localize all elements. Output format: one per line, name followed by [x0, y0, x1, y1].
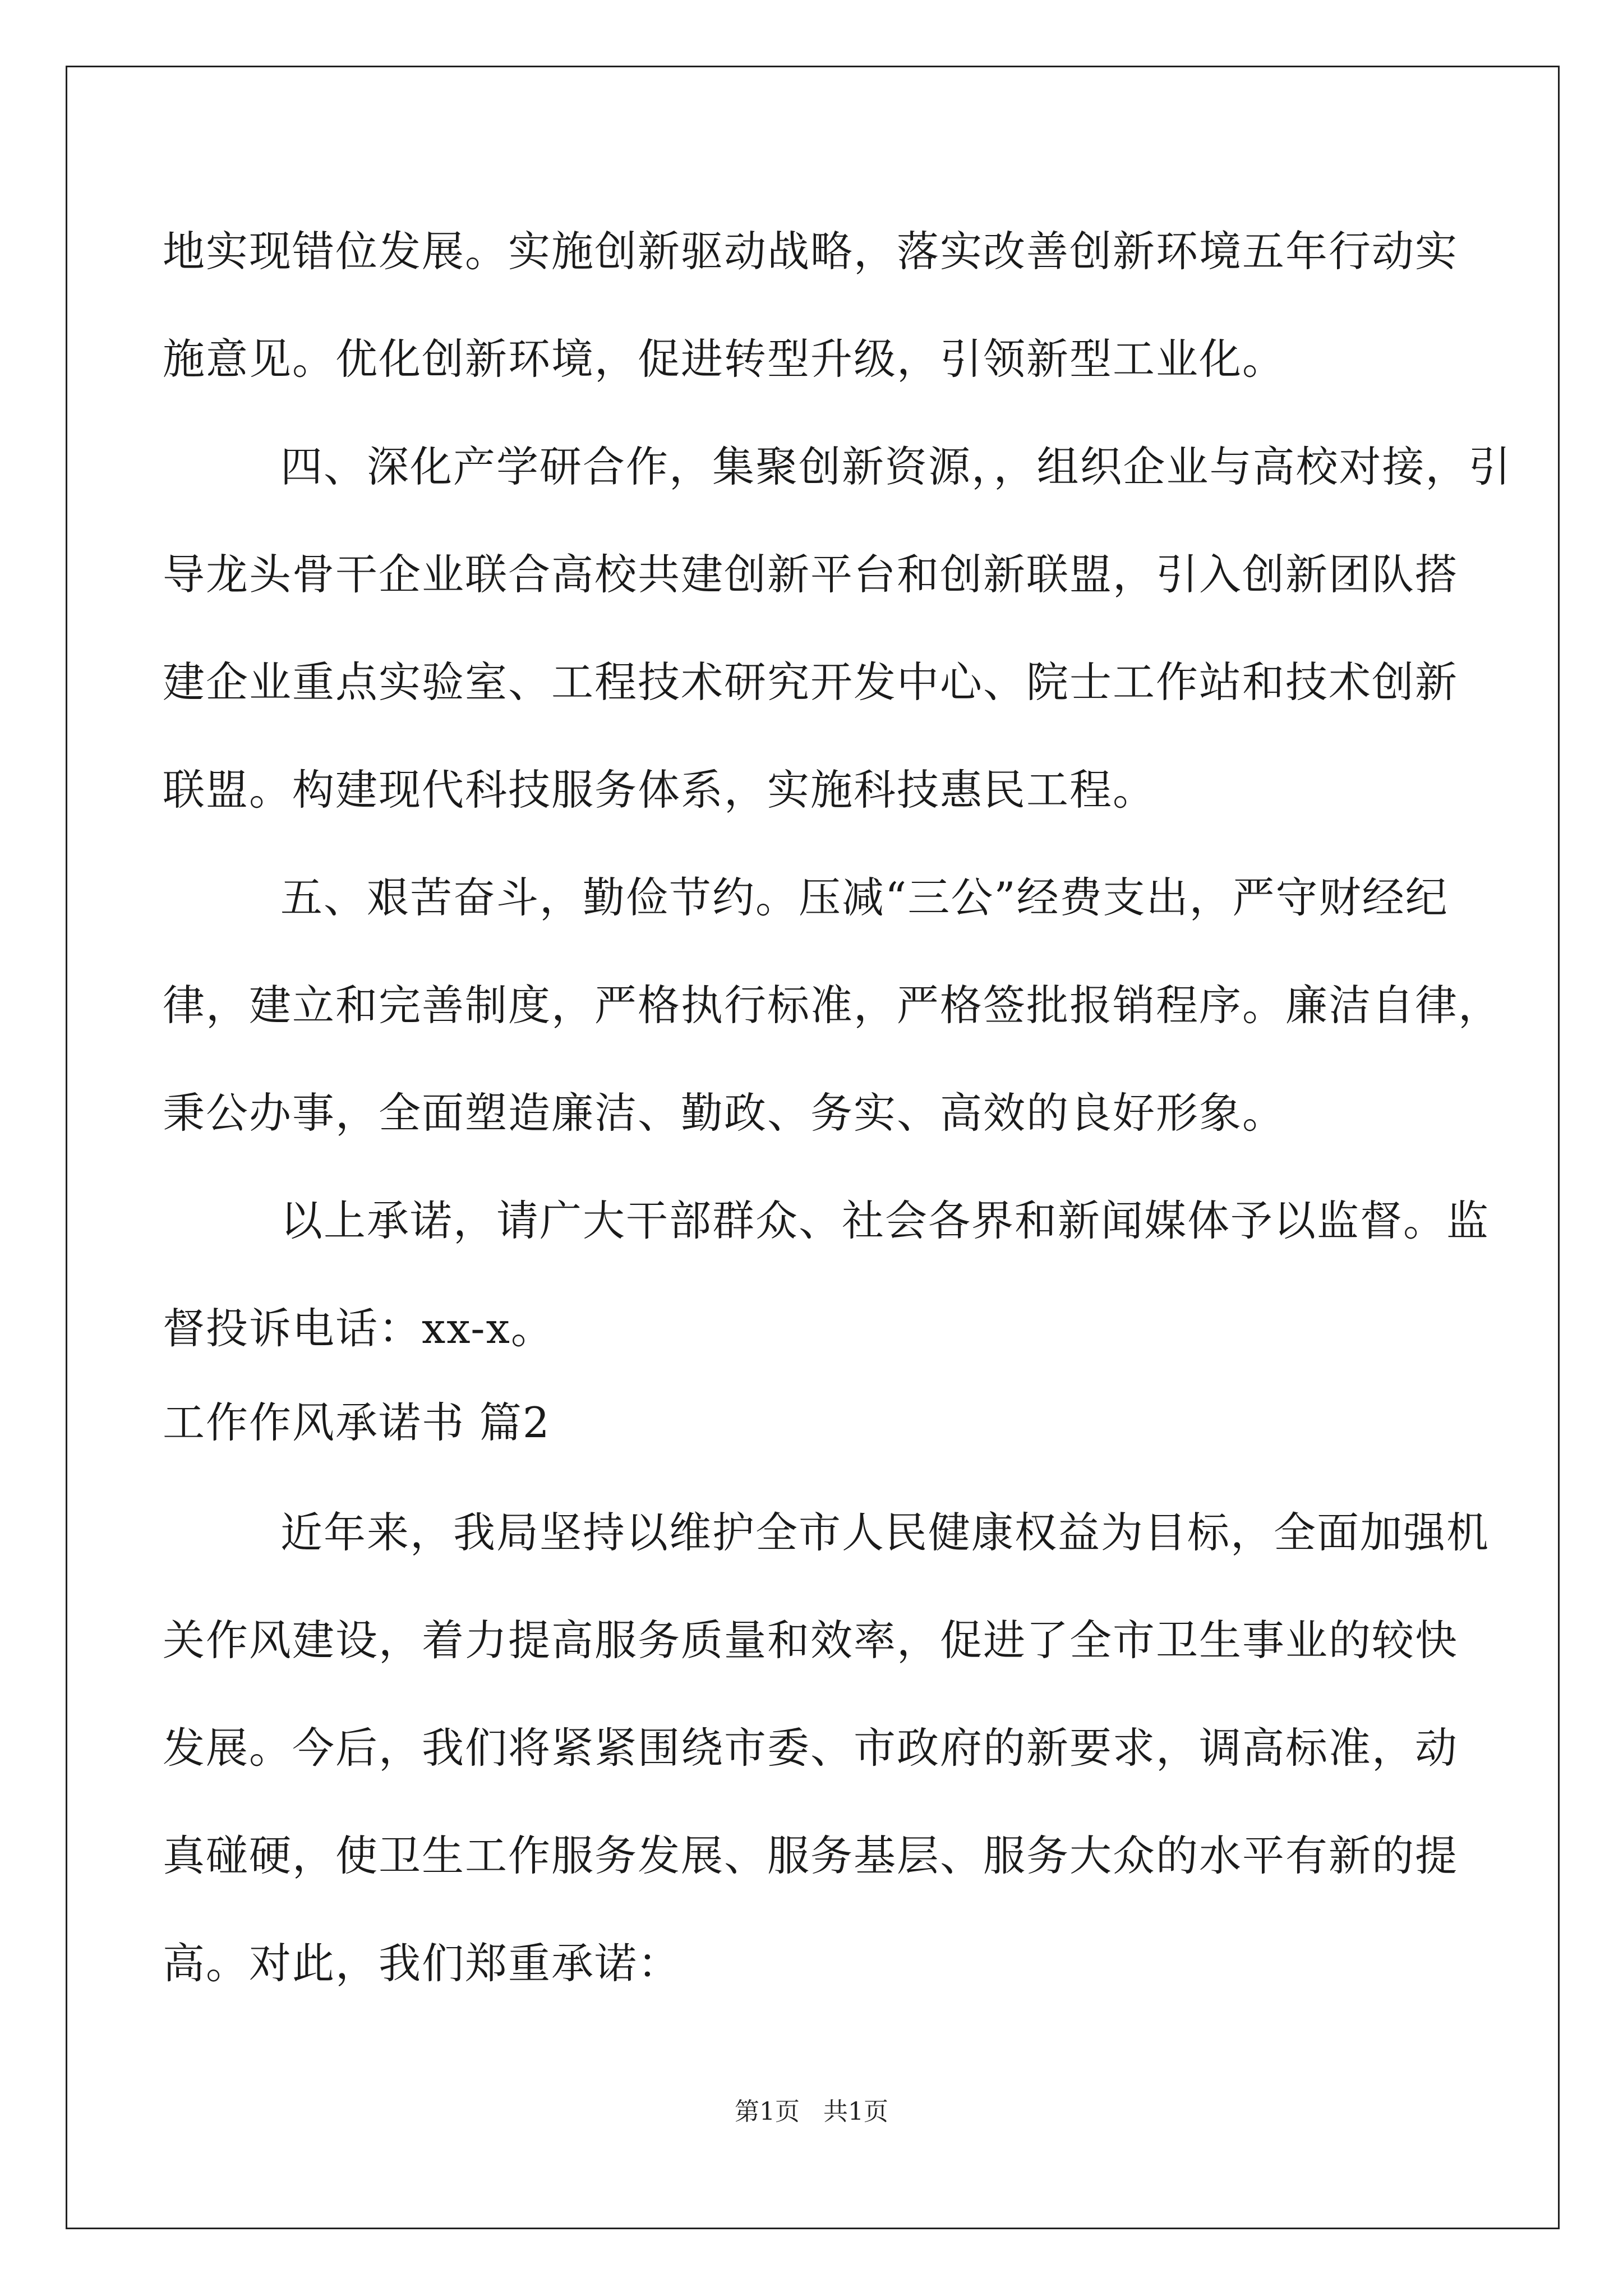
text-line: 真碰硬，使卫生工作服务发展、服务基层、服务大众的水平有新的提 — [163, 1831, 1459, 1880]
section-heading: 工作作风承诺书 篇2 — [163, 1398, 551, 1447]
text-line: 以上承诺，请广大干部群众、社会各界和新闻媒体予以监督。监 — [280, 1196, 1490, 1245]
text-line: 关作风建设，着力提高服务质量和效率，促进了全市卫生事业的较快 — [163, 1616, 1459, 1665]
text-line: 秉公办事，全面塑造廉洁、勤政、务实、高效的良好形象。 — [163, 1088, 1286, 1138]
text-line: 近年来，我局坚持以维护全市人民健康权益为目标，全面加强机 — [280, 1508, 1490, 1557]
text-line: 督投诉电话：xx-x。 — [163, 1304, 554, 1353]
text-line: 四、深化产学研合作，集聚创新资源，，组织企业与高校对接，引 — [280, 442, 1512, 491]
text-line: 五、艰苦奋斗，勤俭节约。压减“三公”经费支出，严守财经纪 — [280, 873, 1449, 922]
page-border — [66, 66, 1560, 2229]
text-line: 律，建立和完善制度，严格执行标准，严格签批报销程序。廉洁自律， — [163, 981, 1502, 1030]
text-line: 建企业重点实验室、工程技术研究开发中心、院士工作站和技术创新 — [163, 657, 1459, 707]
text-line: 导龙头骨干企业联合高校共建创新平台和创新联盟，引入创新团队搭 — [163, 550, 1459, 599]
text-line: 发展。今后，我们将紧紧围绕市委、市政府的新要求，调高标准，动 — [163, 1723, 1459, 1773]
text-line: 高。对此，我们郑重承诺： — [163, 1939, 681, 1988]
page-footer: 第1页 共1页 — [735, 2097, 888, 2126]
text-line: 联盟。构建现代科技服务体系，实施科技惠民工程。 — [163, 765, 1156, 815]
text-line: 地实现错位发展。实施创新驱动战略，落实改善创新环境五年行动实 — [163, 227, 1459, 276]
text-line: 施意见。优化创新环境，促进转型升级，引领新型工业化。 — [163, 334, 1286, 384]
